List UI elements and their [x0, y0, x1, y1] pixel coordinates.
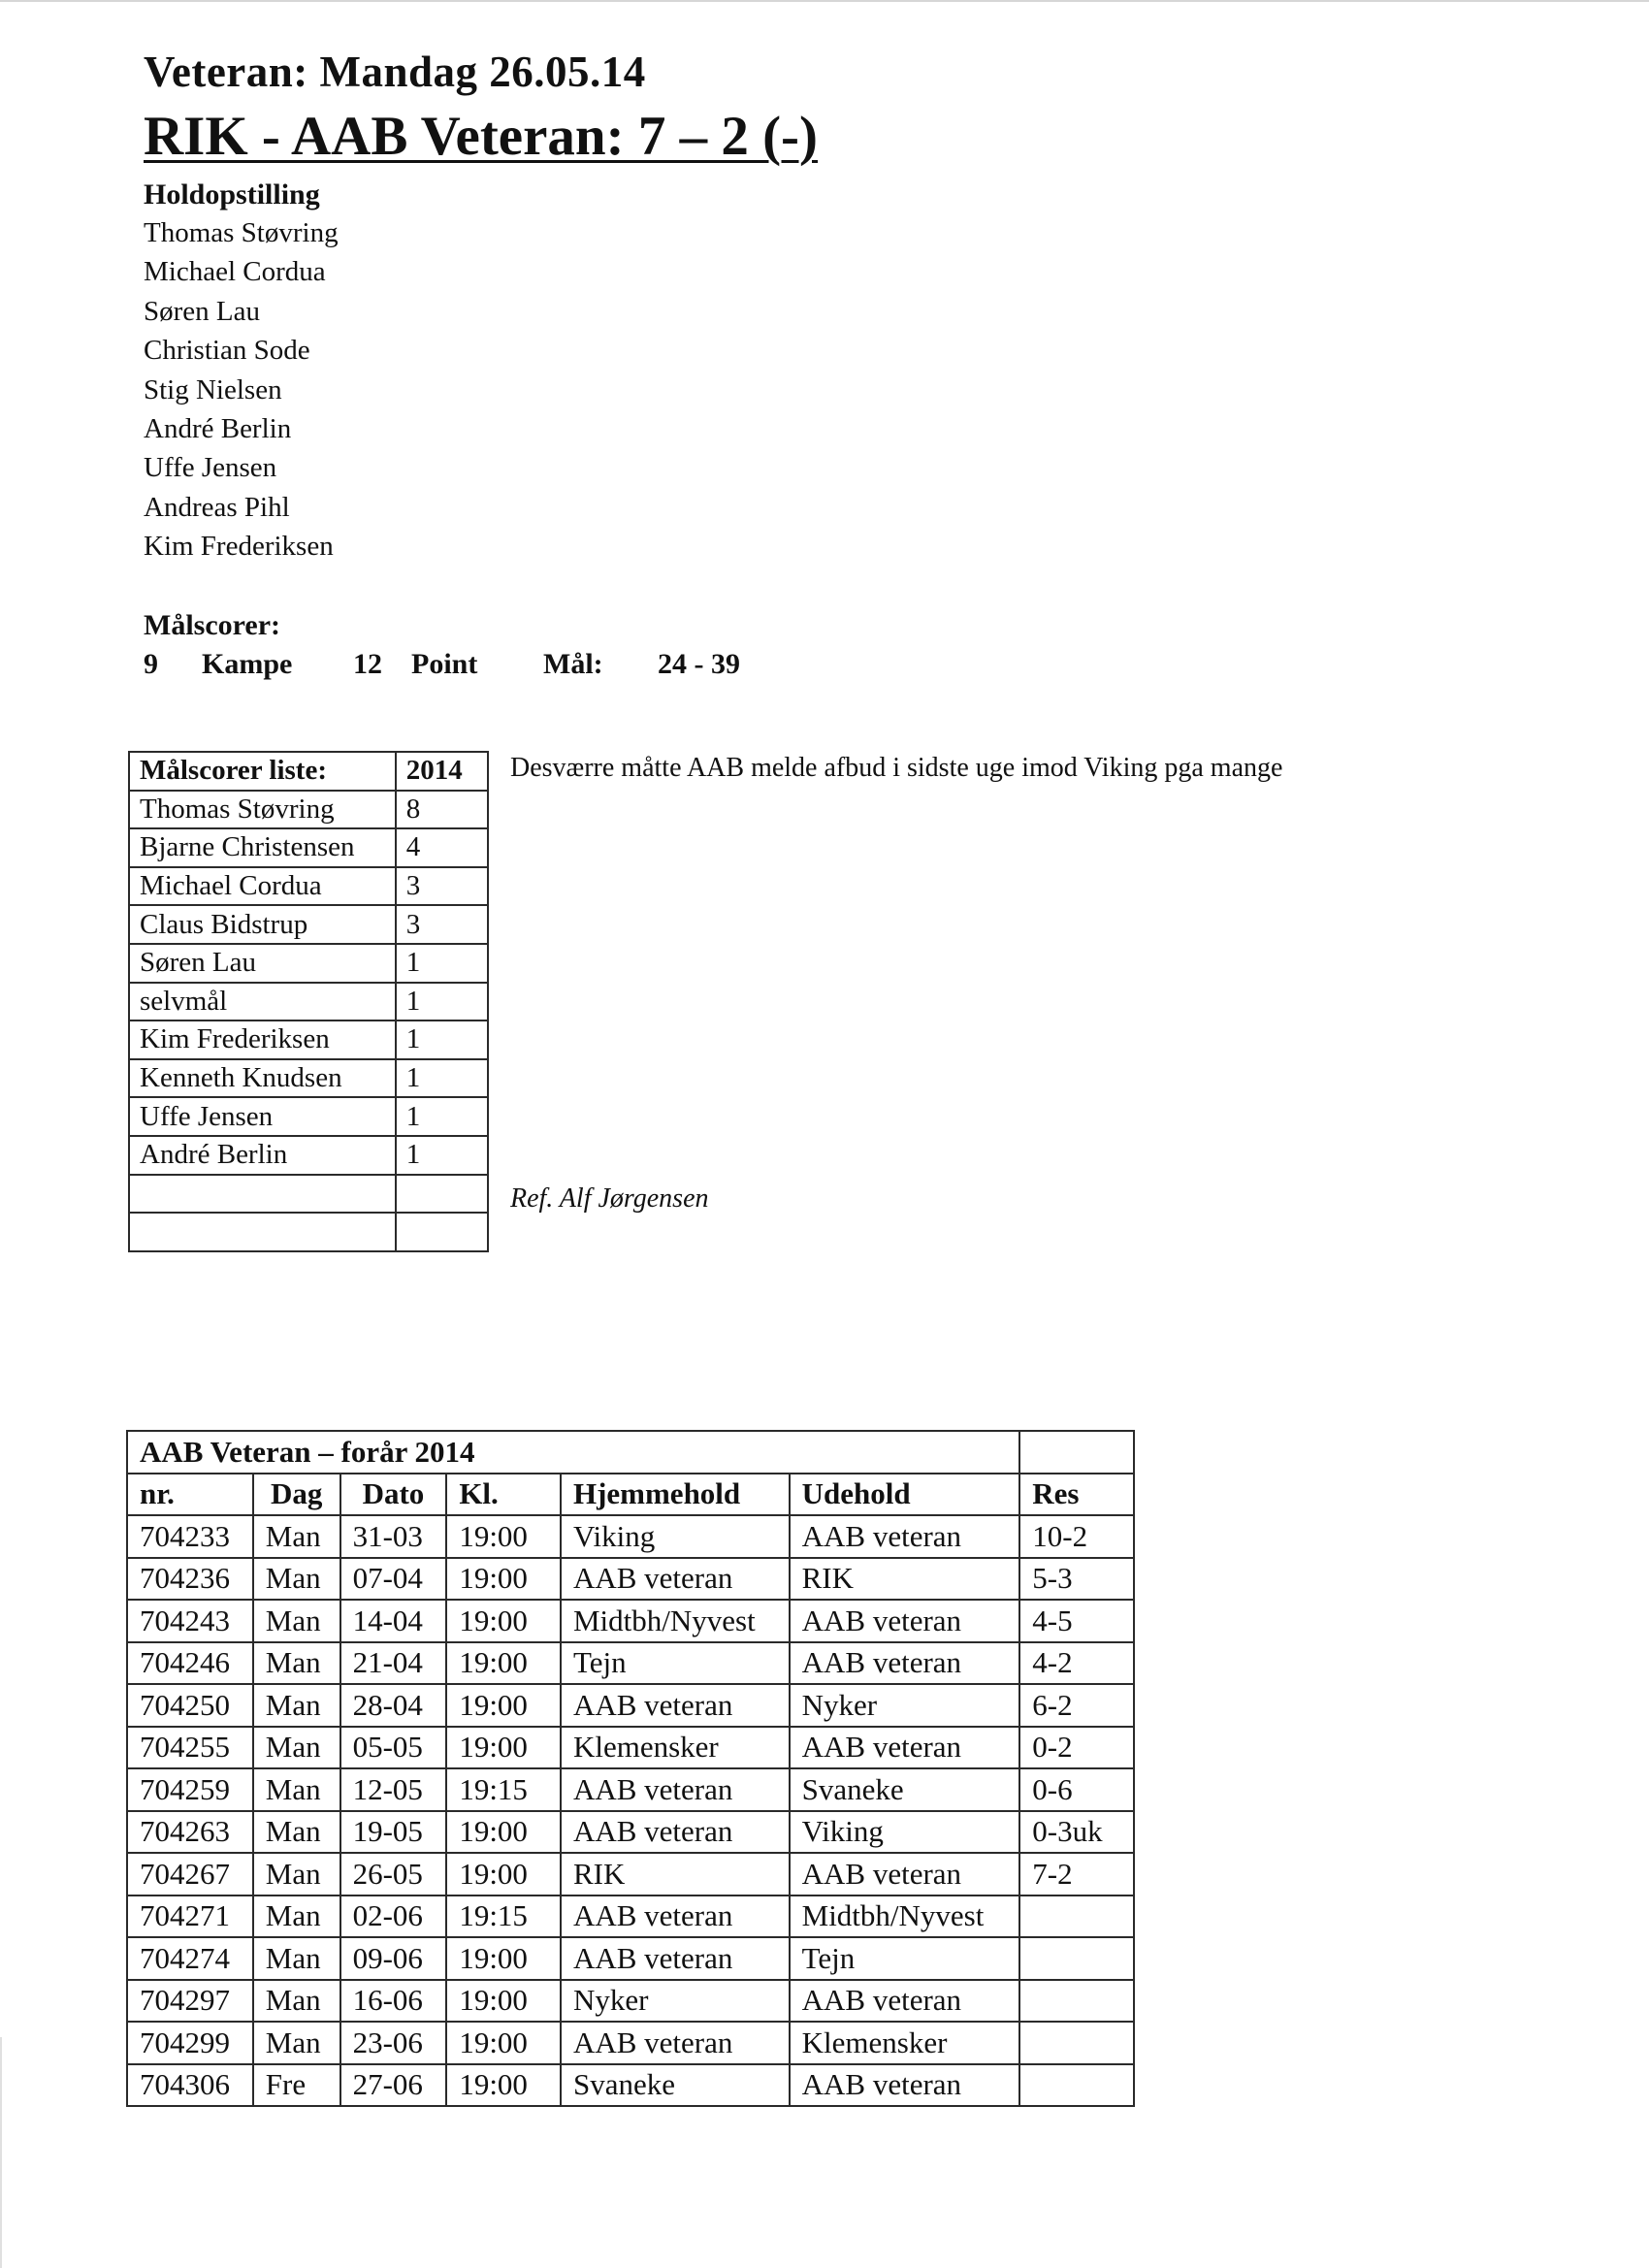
lineup-player: André Berlin — [144, 412, 292, 444]
col-header-dag: Dag — [253, 1474, 340, 1516]
fixture-time: 19:00 — [446, 1937, 561, 1980]
fixture-date: 21-04 — [340, 1642, 447, 1685]
fixture-time: 19:00 — [446, 1980, 561, 2023]
fixture-row — [127, 1558, 1134, 1601]
scorer-goals: 1 — [396, 1097, 488, 1136]
scorer-row — [129, 1175, 488, 1214]
scorer-row — [129, 828, 488, 867]
scorer-name — [129, 1213, 396, 1251]
fixture-away-team: RIK — [790, 1558, 1020, 1601]
fixture-result: 6-2 — [1019, 1684, 1134, 1727]
scorer-row — [129, 1097, 488, 1136]
fixture-home-team: AAB veteran — [561, 1558, 790, 1601]
fixture-day: Man — [253, 1811, 340, 1854]
lineup-player: Stig Nielsen — [144, 373, 282, 405]
fixture-row — [127, 2064, 1134, 2107]
scorer-row — [129, 944, 488, 983]
fixture-home-team: Midtbh/Nyvest — [561, 1600, 790, 1642]
fixtures-body — [127, 1515, 1134, 2106]
fixture-result: 10-2 — [1019, 1515, 1134, 1558]
fixture-row — [127, 1811, 1134, 1854]
fixture-date: 26-05 — [340, 1853, 447, 1895]
fixture-row — [127, 1937, 1134, 1980]
scorer-header-label: Målscorer liste: — [129, 752, 396, 791]
fixture-date: 27-06 — [340, 2064, 447, 2107]
fixture-day: Man — [253, 1558, 340, 1601]
fixture-home-team: Tejn — [561, 1642, 790, 1685]
fixture-result — [1019, 1895, 1134, 1938]
fixture-time: 19:00 — [446, 1558, 561, 1601]
matches-label: Kampe — [202, 648, 293, 680]
fixture-time: 19:00 — [446, 1642, 561, 1685]
fixture-home-team: AAB veteran — [561, 1768, 790, 1811]
fixture-time: 19:00 — [446, 1727, 561, 1769]
fixture-result: 7-2 — [1019, 1853, 1134, 1895]
fixture-date: 23-06 — [340, 2022, 447, 2064]
fixture-home-team: AAB veteran — [561, 2022, 790, 2064]
fixture-day: Man — [253, 1515, 340, 1558]
fixture-day: Man — [253, 1642, 340, 1685]
fixture-time: 19:00 — [446, 2022, 561, 2064]
fixture-result: 4-5 — [1019, 1600, 1134, 1642]
col-header-nr: nr. — [127, 1474, 253, 1516]
lineup-player: Thomas Støvring — [144, 217, 339, 248]
points-count: 12 — [353, 648, 382, 680]
fixture-result — [1019, 2064, 1134, 2107]
fixture-away-team: Midtbh/Nyvest — [790, 1895, 1020, 1938]
match-report-text: Desværre måtte AAB melde afbud i sidste uge imod Viking pga mange — [510, 753, 1283, 783]
fixture-time: 19:00 — [446, 2064, 561, 2107]
fixture-day: Man — [253, 1980, 340, 2023]
fixture-date: 14-04 — [340, 1600, 447, 1642]
lineup-player: Andreas Pihl — [144, 491, 290, 523]
fixtures-title-row — [127, 1431, 1134, 1474]
fixture-day: Man — [253, 1895, 340, 1938]
fixtures-table — [126, 1430, 1135, 2107]
scorer-goals: 3 — [396, 867, 488, 906]
fixture-row — [127, 1515, 1134, 1558]
scorers-title: Målscorer: — [144, 609, 281, 641]
fixture-row — [127, 1684, 1134, 1727]
scorer-goals: 8 — [396, 791, 488, 829]
fixture-time: 19:00 — [446, 1684, 561, 1727]
lineup-title: Holdopstilling — [144, 178, 320, 211]
fixture-date: 07-04 — [340, 1558, 447, 1601]
fixture-result: 0-6 — [1019, 1768, 1134, 1811]
fixtures-column-headers — [127, 1474, 1134, 1516]
scorer-row — [129, 1059, 488, 1098]
fixture-nr: 704271 — [127, 1895, 253, 1938]
scorer-row — [129, 791, 488, 829]
scorer-goals: 4 — [396, 828, 488, 867]
fixture-date: 09-06 — [340, 1937, 447, 1980]
fixture-home-team: Nyker — [561, 1980, 790, 2023]
scorer-goals: 1 — [396, 1059, 488, 1098]
fixture-home-team: AAB veteran — [561, 1811, 790, 1854]
scorer-name: Michael Cordua — [129, 867, 396, 906]
fixture-row — [127, 1853, 1134, 1895]
fixture-day: Man — [253, 1853, 340, 1895]
scorer-row — [129, 1136, 488, 1175]
fixture-date: 19-05 — [340, 1811, 447, 1854]
scorer-row — [129, 905, 488, 944]
fixture-day: Man — [253, 1937, 340, 1980]
scorer-goals: 1 — [396, 983, 488, 1021]
scorer-goals: 1 — [396, 1136, 488, 1175]
fixture-home-team: AAB veteran — [561, 1895, 790, 1938]
fixture-time: 19:00 — [446, 1600, 561, 1642]
fixture-row — [127, 1895, 1134, 1938]
fixtures-title: AAB Veteran – forår 2014 — [127, 1431, 1019, 1474]
fixture-nr: 704236 — [127, 1558, 253, 1601]
fixtures-title-empty-cell — [1019, 1431, 1134, 1474]
fixture-away-team: Viking — [790, 1811, 1020, 1854]
scorer-name: Claus Bidstrup — [129, 905, 396, 944]
fixture-row — [127, 1768, 1134, 1811]
fixture-away-team: Klemensker — [790, 2022, 1020, 2064]
col-header-home: Hjemmehold — [561, 1474, 790, 1516]
match-result-heading: RIK - AAB Veteran: 7 – 2 (-) — [144, 106, 819, 167]
fixture-away-team: AAB veteran — [790, 1853, 1020, 1895]
scorer-goals: 1 — [396, 944, 488, 983]
fixture-time: 19:00 — [446, 1853, 561, 1895]
lineup-player: Uffe Jensen — [144, 452, 277, 484]
scorer-goals — [396, 1175, 488, 1214]
fixture-result: 5-3 — [1019, 1558, 1134, 1601]
fixture-day: Man — [253, 1684, 340, 1727]
scorer-row — [129, 1021, 488, 1059]
fixture-nr: 704243 — [127, 1600, 253, 1642]
fixture-away-team: Svaneke — [790, 1768, 1020, 1811]
fixture-row — [127, 1600, 1134, 1642]
points-label: Point — [411, 648, 478, 680]
fixture-time: 19:00 — [446, 1515, 561, 1558]
scan-left-edge — [0, 2037, 2, 2268]
fixture-date: 12-05 — [340, 1768, 447, 1811]
scorer-name: selvmål — [129, 983, 396, 1021]
scorer-table — [128, 751, 489, 1252]
fixture-home-team: AAB veteran — [561, 1937, 790, 1980]
fixture-day: Man — [253, 2022, 340, 2064]
fixture-day: Fre — [253, 2064, 340, 2107]
col-header-away: Udehold — [790, 1474, 1020, 1516]
scorer-name: André Berlin — [129, 1136, 396, 1175]
fixture-home-team: Klemensker — [561, 1727, 790, 1769]
fixture-result: 0-3uk — [1019, 1811, 1134, 1854]
lineup-list — [144, 213, 339, 567]
fixture-nr: 704250 — [127, 1684, 253, 1727]
fixture-row — [127, 2022, 1134, 2064]
lineup-player: Michael Cordua — [144, 256, 326, 288]
fixture-result — [1019, 2022, 1134, 2064]
scorer-name: Thomas Støvring — [129, 791, 396, 829]
fixture-day: Man — [253, 1600, 340, 1642]
fixture-date: 02-06 — [340, 1895, 447, 1938]
fixture-day: Man — [253, 1727, 340, 1769]
lineup-player: Kim Frederiksen — [144, 531, 334, 563]
lineup-player: Søren Lau — [144, 295, 260, 327]
fixture-time: 19:15 — [446, 1768, 561, 1811]
fixture-nr: 704274 — [127, 1937, 253, 1980]
scorer-row — [129, 983, 488, 1021]
fixture-date: 16-06 — [340, 1980, 447, 2023]
fixture-date: 28-04 — [340, 1684, 447, 1727]
scorer-header-year: 2014 — [396, 752, 488, 791]
fixture-nr: 704263 — [127, 1811, 253, 1854]
fixture-home-team: Viking — [561, 1515, 790, 1558]
scorer-row — [129, 867, 488, 906]
fixture-day: Man — [253, 1768, 340, 1811]
scorer-name — [129, 1175, 396, 1214]
fixture-away-team: Nyker — [790, 1684, 1020, 1727]
fixture-date: 31-03 — [340, 1515, 447, 1558]
fixture-nr: 704267 — [127, 1853, 253, 1895]
col-header-dato: Dato — [340, 1474, 447, 1516]
fixture-row — [127, 1727, 1134, 1769]
lineup-player: Christian Sode — [144, 335, 310, 367]
col-header-kl: Kl. — [446, 1474, 561, 1516]
fixture-row — [127, 1980, 1134, 2023]
fixture-nr: 704299 — [127, 2022, 253, 2064]
fixture-row — [127, 1642, 1134, 1685]
fixture-away-team: AAB veteran — [790, 1600, 1020, 1642]
fixture-home-team: AAB veteran — [561, 1684, 790, 1727]
fixture-result — [1019, 1980, 1134, 2023]
scorer-name: Bjarne Christensen — [129, 828, 396, 867]
fixture-home-team: Svaneke — [561, 2064, 790, 2107]
scorer-goals: 1 — [396, 1021, 488, 1059]
fixture-nr: 704259 — [127, 1768, 253, 1811]
goals-tally: 24 - 39 — [658, 648, 740, 680]
scorer-goals: 3 — [396, 905, 488, 944]
fixture-nr: 704246 — [127, 1642, 253, 1685]
scorer-name: Uffe Jensen — [129, 1097, 396, 1136]
col-header-result: Res — [1019, 1474, 1134, 1516]
fixture-away-team: AAB veteran — [790, 1727, 1020, 1769]
scorer-goals — [396, 1213, 488, 1251]
scorer-table-header — [129, 752, 488, 791]
fixture-nr: 704306 — [127, 2064, 253, 2107]
scorer-row — [129, 1213, 488, 1251]
referee-signature: Ref. Alf Jørgensen — [510, 1183, 709, 1214]
fixture-nr: 704233 — [127, 1515, 253, 1558]
fixture-result: 0-2 — [1019, 1727, 1134, 1769]
fixture-nr: 704255 — [127, 1727, 253, 1769]
fixture-nr: 704297 — [127, 1980, 253, 2023]
page-title: Veteran: Mandag 26.05.14 — [144, 48, 646, 96]
fixture-away-team: AAB veteran — [790, 1642, 1020, 1685]
scan-top-edge — [0, 0, 1649, 2]
scorer-name: Søren Lau — [129, 944, 396, 983]
fixture-result: 4-2 — [1019, 1642, 1134, 1685]
matches-count: 9 — [144, 648, 158, 680]
fixture-away-team: AAB veteran — [790, 1515, 1020, 1558]
scorer-name: Kenneth Knudsen — [129, 1059, 396, 1098]
fixture-home-team: RIK — [561, 1853, 790, 1895]
scorer-name: Kim Frederiksen — [129, 1021, 396, 1059]
fixture-away-team: AAB veteran — [790, 2064, 1020, 2107]
fixture-time: 19:15 — [446, 1895, 561, 1938]
fixture-away-team: Tejn — [790, 1937, 1020, 1980]
fixture-date: 05-05 — [340, 1727, 447, 1769]
fixture-time: 19:00 — [446, 1811, 561, 1854]
fixture-away-team: AAB veteran — [790, 1980, 1020, 2023]
goals-label: Mål: — [543, 648, 603, 680]
fixture-result — [1019, 1937, 1134, 1980]
